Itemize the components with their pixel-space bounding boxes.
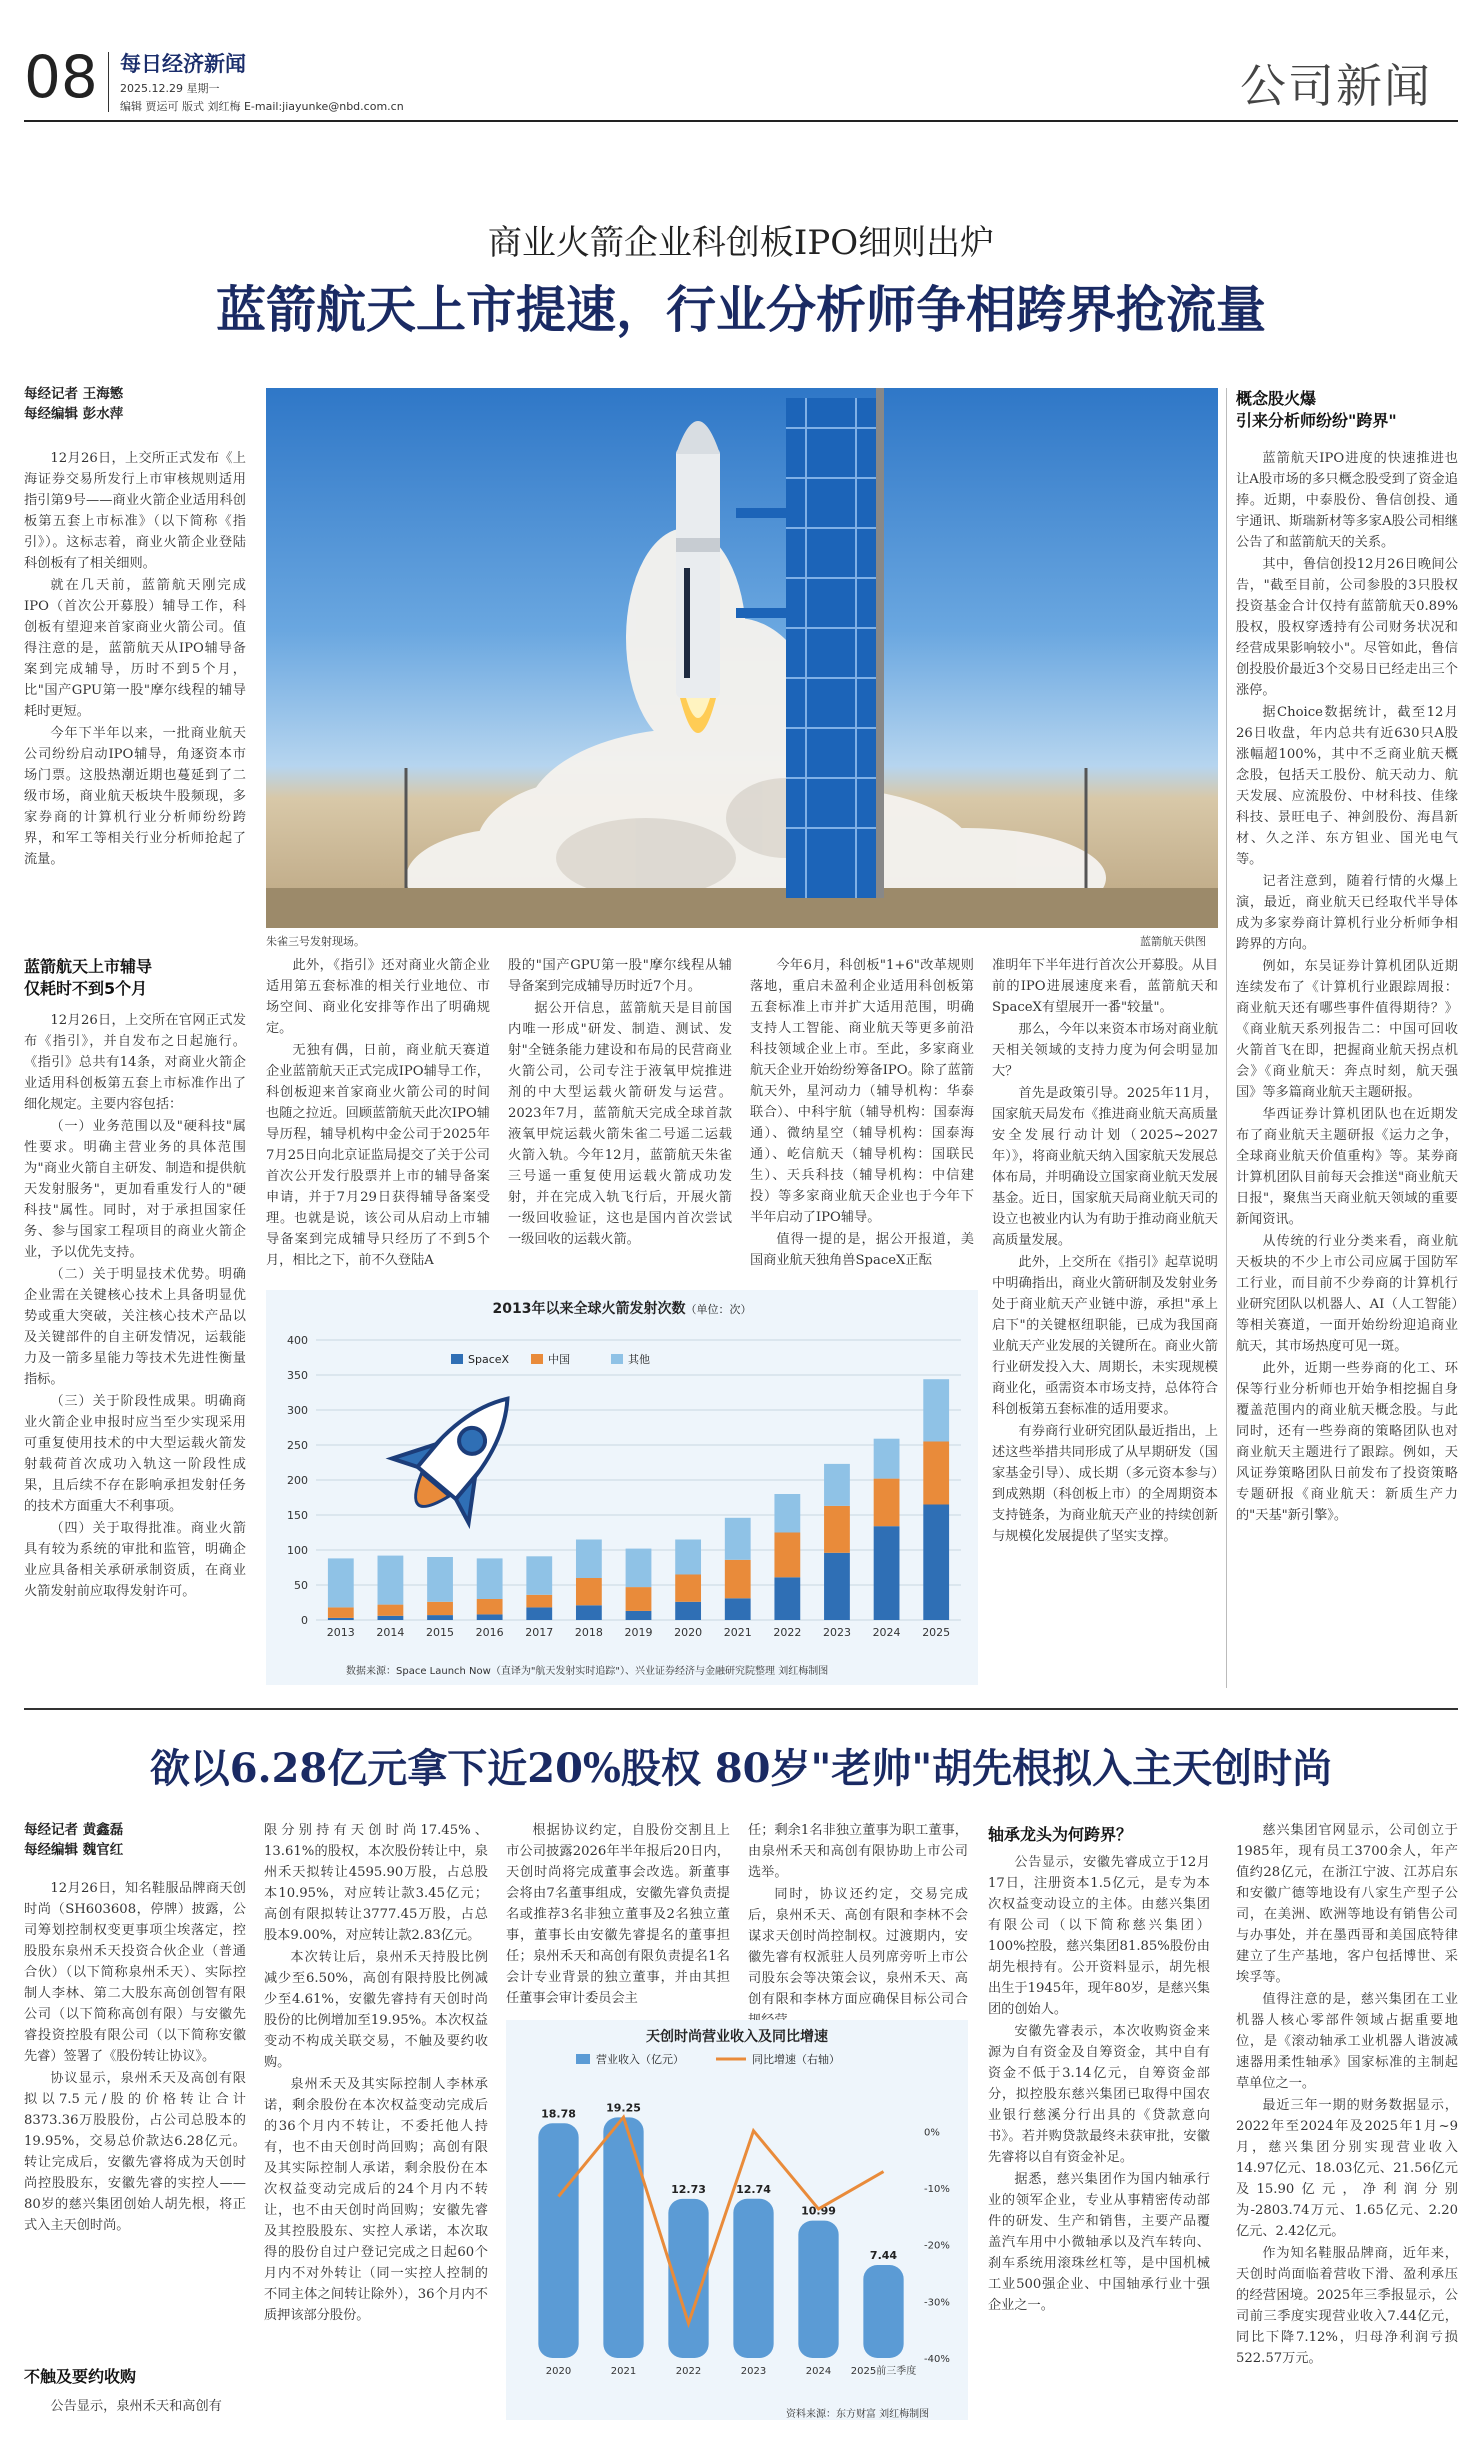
masthead	[0, 0, 1482, 130]
masthead-rule	[24, 120, 1458, 122]
article2-colB	[264, 1820, 488, 2420]
chart1-plot	[266, 1320, 978, 1660]
paper-name: 每日经济新闻	[120, 51, 246, 76]
x-tick-label: 2024	[805, 2366, 832, 2377]
paragraph: 12月26日，上交所在官网正式发布《指引》，并自发布之日起施行。《指引》总共有14条，对商业火箭企业适用科创板第五套上市标准作出了细化规定。主要内容包括：	[24, 1013, 246, 1112]
chart1-box	[266, 1290, 978, 1685]
x-tick-label: 2013	[326, 1626, 355, 1639]
paragraph: 公告显示，泉州禾天和高创有	[50, 2399, 222, 2414]
y-tick-label: 0	[301, 1614, 308, 1627]
legend-swatch	[531, 1354, 543, 1364]
bar-SpaceX	[725, 1598, 751, 1620]
bar-其他	[923, 1379, 949, 1441]
legend-label: 营业收入（亿元）	[596, 2053, 684, 2066]
bar-其他	[824, 1464, 850, 1506]
paragraph: 据Choice数据统计，截至12月26日收盘，年内总共有近630只A股涨幅超100%，其中不乏商业航天概念股，包括天工股份、航天动力、航天发展、应流股份、中材科技、佳缘科技、景旺电子、神剑股份、海昌新材、久之洋、东方钽业、国光电气等。	[1236, 705, 1458, 867]
bar-其他	[626, 1549, 652, 1588]
bar-其他	[675, 1540, 701, 1575]
article2-colD	[748, 1820, 968, 2010]
revenue-bar	[733, 2199, 773, 2358]
bar-SpaceX	[477, 1614, 503, 1620]
article1-col6	[1236, 448, 1458, 1688]
revenue-bar	[538, 2123, 578, 2358]
sidebar-heading: 概念股火爆 引来分析师纷纷"跨界"	[1236, 389, 1397, 430]
paragraph: 其中，鲁信创投12月26日晚间公告，"截至目前，公司参股的3只股权投资基金合计仅持有蓝箭航天0.89%股权，股权穿透持有公司财务状况和经营成果影响较小"。尽管如此，鲁信创投股价最近3个交易日已经走出三个涨停。	[1236, 557, 1458, 698]
editor-line: 编辑 贾运可 版式 刘红梅 E-mail:jiayunke@nbd.com.cn	[120, 100, 404, 113]
chart1-unit: （单位：次）	[685, 1303, 752, 1316]
photo-caption: 朱雀三号发射现场。	[266, 935, 365, 948]
bar-value-label: 18.78	[541, 2107, 576, 2121]
bar-SpaceX	[378, 1616, 404, 1620]
bar-SpaceX	[824, 1553, 850, 1620]
bar-其他	[427, 1557, 453, 1602]
y-tick-label: 350	[287, 1369, 308, 1382]
x-tick-label: 2025前三季度	[850, 2366, 917, 2377]
x-tick-label: 2020	[674, 1626, 703, 1639]
paragraph: 作为知名鞋服品牌商，近年来，天创时尚面临着营收下滑、盈利承压的经营困境。2025年三季报显示，公司前三季度实现营业收入7.44亿元，同比下降7.12%，归母净利润亏损522.57万元。	[1236, 2246, 1458, 2366]
x-tick-label: 2023	[822, 1626, 851, 1639]
paragraph: 据公开信息，蓝箭航天是目前国内唯一形成"研发、制造、测试、发射"全链条能力建设和布局的民营商业火箭公司，公司专注于液氧甲烷推进剂的中大型运载火箭研发与运营。2023年7月，蓝箭航天完成全球首款液氧甲烷运载火箭朱雀二号遥二运载火箭入轨。今年12月，蓝箭航天朱雀三号遥一重复使用运载火箭成功发射，并在完成入轨飞行后，开展火箭一级回收验证，这也是国内首次尝试一级回收的运载火箭。	[508, 1001, 732, 1247]
bar-其他	[378, 1556, 404, 1605]
rocket-illustration	[266, 388, 1218, 928]
y-tick-label: 100	[287, 1544, 308, 1557]
bar-SpaceX	[328, 1618, 354, 1620]
sidebar-rule	[1226, 388, 1227, 1688]
bar-中国	[725, 1560, 751, 1599]
y-tick-label: 400	[287, 1334, 308, 1347]
paragraph: 安徽先睿表示，本次收购资金来源为自有资金及自筹资金，其中自有资金不低于3.14亿元，自筹资金部分，拟控股东慈兴集团已取得中国农业银行慈溪分行出具的《贷款意向书》。若并购贷款最终未获审批，安徽先睿将以自有资金补足。	[988, 2024, 1210, 2165]
paragraph: 蓝箭航天IPO进度的快速推进也让A股市场的多只概念股受到了资金追捧。近期，中泰股份、鲁信创投、通宇通讯、斯瑞新材等多家A股公司相继公告了和蓝箭航天的关系。	[1236, 451, 1458, 550]
x-tick-label: 2021	[723, 1626, 752, 1639]
paragraph: 协议显示，泉州禾天及高创有限拟以7.5元/股的价格转让合计8373.36万股股份，占公司总股本的19.95%，交易总价款达6.28亿元。转让完成后，安徽先睿将成为天创时尚控股股东，安徽先睿的实控人——80岁的慈兴集团创始人胡先根，将正式入主天创时尚。	[24, 2071, 246, 2233]
legend-swatch	[576, 2054, 590, 2064]
x-tick-label: 2024	[872, 1626, 901, 1639]
bar-value-label: 7.44	[869, 2249, 898, 2262]
legend-swatch	[611, 1354, 623, 1364]
x-tick-label: 2016	[475, 1626, 504, 1639]
paragraph: 值得一提的是，据公开报道，美国商业航天独角兽SpaceX正酝	[750, 1232, 974, 1268]
y2-tick-label: -30%	[924, 2297, 950, 2309]
bar-其他	[328, 1558, 354, 1607]
masthead-divider	[108, 52, 109, 112]
y-tick-label: 200	[287, 1474, 308, 1487]
article2-colF	[1236, 1820, 1458, 2420]
x-tick-label: 2022	[773, 1626, 802, 1639]
paragraph: 华西证券计算机团队也在近期发布了商业航天主题研报《运力之争，全球商业航天价值重构》等。某券商计算机团队目前每天会推送"商业航天日报"，聚焦当天商业航天领域的重要新闻资讯。	[1236, 1107, 1458, 1227]
editor: 每经编辑 魏官红	[24, 1842, 124, 1858]
bar-其他	[725, 1518, 751, 1560]
reporter: 每经记者 黄鑫磊	[24, 1822, 124, 1838]
chart1-source: 数据来源：Space Launch Now（直译为"航天发射实时追踪"）、兴业证券经济与金融研究院整理 刘红梅制图	[346, 1666, 829, 1677]
article2-subhead-a: 不触及要约收购	[24, 2367, 137, 2386]
revenue-bar	[798, 2221, 838, 2358]
bar-中国	[477, 1599, 503, 1614]
x-tick-label: 2015	[426, 1626, 455, 1639]
date-line: 2025.12.29 星期一	[120, 82, 220, 95]
article2-subhead-e: 轴承龙头为何跨界？	[988, 1825, 1133, 1844]
bar-SpaceX	[576, 1605, 602, 1620]
editor: 每经编辑 彭水萍	[24, 406, 124, 422]
bar-其他	[576, 1540, 602, 1579]
article1-kicker: 商业火箭企业科创板IPO细则出炉	[487, 223, 995, 263]
article1-byline	[24, 384, 254, 424]
paragraph: （四）关于取得批准。商业火箭具有较为系统的审批和监管，明确企业应具备相关承研承制资质，在商业火箭发射前应取得发射许可。	[24, 1521, 246, 1599]
bar-其他	[526, 1556, 552, 1595]
paragraph: 12月26日，知名鞋服品牌商天创时尚（SH603608，停牌）披露，公司筹划控制权变更事项尘埃落定，控股股东泉州禾天投资合伙企业（普通合伙）（以下简称泉州禾天）、实际控制人李林、第二大股东高创创智有限公司（以下简称高创有限）与安徽先睿投资控股有限公司（以下简称安徽先睿）签署了《股份转让协议》。	[24, 1881, 246, 2064]
bar-value-label: 10.99	[801, 2204, 836, 2218]
paragraph: （二）关于明显技术优势。明确企业需在关键核心技术上具备明显优势或重大突破，关注核心技术产品以及关键部件的自主研发情况，运载能力及一箭多星能力等技术先进性衡量指标。	[24, 1267, 246, 1387]
chart2-plot	[506, 2048, 968, 2403]
bar-中国	[576, 1578, 602, 1605]
x-tick-label: 2023	[740, 2366, 767, 2377]
paragraph: 慈兴集团官网显示，公司创立于1985年，现有员工3700余人，年产值约28亿元，在浙江宁波、江苏启东和安徽广德等地设有八家生产型子公司，在美洲、欧洲等地设有销售公司与办事处，并在墨西哥和美国底特律建立了生产基地，客户包括博世、采埃孚等。	[1236, 1823, 1458, 1985]
bar-SpaceX	[923, 1505, 949, 1621]
legend-swatch	[451, 1354, 463, 1364]
y-tick-label: 50	[294, 1579, 308, 1592]
bar-SpaceX	[874, 1526, 900, 1620]
paragraph: 从传统的行业分类来看，商业航天板块的不少上市公司应属于国防军工行业，而目前不少券商的计算机行业研究团队以机器人、AI（人工智能）等相关赛道，一面开始纷纷迎追商业航天，其市场热度可见一斑。	[1236, 1234, 1458, 1354]
legend-label: 其他	[628, 1353, 650, 1366]
revenue-bar	[863, 2265, 903, 2358]
page-number: 08	[24, 43, 98, 111]
paragraph: 那么，今年以来资本市场对商业航天相关领域的支持力度为何会明显加大？	[992, 1022, 1218, 1079]
y2-tick-label: -40%	[924, 2354, 950, 2365]
paragraph: 本次转让后，泉州禾天持股比例减少至6.50%，高创有限持股比例减少至4.61%，安徽先睿持有天创时尚股份的比例增加至19.95%。本次权益变动不构成关联交易，不触及要约收购。	[264, 1950, 488, 2070]
paragraph: 此外，上交所在《指引》起草说明中明确指出，商业火箭研制及发射业务处于商业航天产业链中游，承担"承上启下"的关键枢纽职能，已成为我国商业航天产业发展的关键所在。商业火箭行业研发投入大、周期长，未实现规模商业化，亟需资本市场支持，总体符合科创板第五套标准的适用要求。	[992, 1255, 1218, 1417]
x-tick-label: 2014	[376, 1626, 405, 1639]
section-title: 公司新闻	[1240, 59, 1432, 113]
article1-col2	[266, 955, 490, 1285]
paragraph: 股的"国产GPU第一股"摩尔线程从辅导备案到完成辅导历时近7个月。	[508, 958, 732, 994]
bar-中国	[824, 1506, 850, 1553]
y-tick-label: 300	[287, 1404, 308, 1417]
paragraph: 例如，东吴证券计算机团队近期连续发布了《计算机行业跟踪周报：商业航天还有哪些事件值得期待？》《商业航天系列报告二：中国可回收火箭首飞在即，把握商业航天拐点机会》《商业航天：奔点时刻，航天强国》等多篇商业航天主题研报。	[1236, 959, 1458, 1100]
chart2-title: 天创时尚营业收入及同比增速	[646, 2029, 828, 2045]
article1-col5	[992, 955, 1218, 1685]
chart2-source: 资料来源：东方财富 刘红梅制图	[786, 2409, 930, 2420]
legend-label: 同比增速（右轴）	[752, 2053, 840, 2066]
x-tick-label: 2025	[922, 1626, 951, 1639]
paragraph: 据悉，慈兴集团作为国内轴承行业的领军企业，专业从事精密传动部件的研发、生产和销售，主要产品覆盖汽车用中小微轴承以及汽车转向、刹车系统用滚珠丝杠等，是中国机械工业500强企业、中国轴承行业十强企业之一。	[988, 2172, 1210, 2313]
revenue-bar	[603, 2117, 643, 2358]
article-separator	[24, 1708, 1458, 1710]
paragraph: 准明年下半年进行首次公开募股。从目前的IPO进展速度来看，蓝箭航天和SpaceX有望展开一番"较量"。	[992, 958, 1218, 1015]
paragraph: 有券商行业研究团队最近指出，上述这些举措共同形成了从早期研发（国家基金引导）、成长期（多元资本参与）到成熟期（科创板上市）的全周期资本支持链条，为商业航天产业的持续创新与规模化发展提供了坚实支撑。	[992, 1424, 1218, 1544]
paragraph: 记者注意到，随着行情的火爆上演，最近，商业航天已经取代半导体成为多家券商计算机行业分析师争相跨界的方向。	[1236, 874, 1458, 952]
paragraph: 就在几天前，蓝箭航天刚完成IPO（首次公开募股）辅导工作，科创板有望迎来首家商业火箭公司。值得注意的是，蓝箭航天从IPO辅导备案到完成辅导，历时不到5个月，比"国产GPU第一股"摩尔线程的辅导耗时更短。	[24, 578, 246, 719]
paragraph: 此外，《指引》还对商业火箭企业适用第五套标准的相关行业地位、市场空间、商业化安排等作出了明确规定。	[266, 958, 490, 1036]
x-tick-label: 2018	[574, 1626, 603, 1639]
bar-SpaceX	[774, 1577, 800, 1620]
paragraph: 12月26日，上交所正式发布《上海证券交易所发行上市审核规则适用指引第9号——商业火箭企业适用科创板第五套上市标准》（以下简称《指引》）。这标志着，商业火箭企业登陆科创板有了相关细则。	[24, 451, 246, 571]
bar-中国	[874, 1479, 900, 1527]
paragraph: 首先是政策引导。2025年11月，国家航天局发布《推进商业航天高质量安全发展行动计划（2025~2027年）》，将商业航天纳入国家航天发展总体布局，并明确设立国家商业航天发展基金。近日，国家航天局商业航天司的设立也被业内认为有助于推动商业航天高质量发展。	[992, 1086, 1218, 1248]
bar-中国	[328, 1607, 354, 1618]
bar-中国	[675, 1575, 701, 1602]
article2-colA-tail	[24, 2396, 246, 2418]
bar-SpaceX	[526, 1607, 552, 1620]
bar-其他	[874, 1439, 900, 1479]
rocket-photo	[266, 388, 1218, 928]
bar-中国	[378, 1605, 404, 1616]
paragraph: 限分别持有天创时尚17.45%、13.61%的股权，本次股份转让中，泉州禾天拟转让4595.90万股，占总股本10.95%，对应转让款3.45亿元；高创有限拟转让3777.45万股，占总股本9.00%，对应转让款2.83亿元。	[264, 1823, 488, 1943]
paragraph: （三）关于阶段性成果。明确商业火箭企业申报时应当至少实现采用可重复使用技术的中大型运载火箭发射载荷首次成功入轨这一阶段性成果，且后续不存在影响承担发射任务的技术方面重大不利事项。	[24, 1394, 246, 1514]
bar-其他	[477, 1558, 503, 1599]
bar-中国	[526, 1595, 552, 1608]
paragraph: 今年6月，科创板"1+6"改革规则落地，重启未盈利企业适用科创板第五套标准上市并扩大适用范围，明确支持人工智能、商业航天等更多前沿科技领域企业上市。至此，多家商业航天企业开始纷纷筹备IPO。除了蓝箭航天外，星河动力（辅导机构：华泰联合）、中科宇航（辅导机构：国泰海通）、微纳星空（辅导机构：国泰海通）、屹信航天（辅导机构：国联民生）、天兵科技（辅导机构：中信建投）等多家商业航天企业也于今年下半年启动了IPO辅导。	[750, 958, 974, 1225]
paragraph: 公告显示，安徽先睿成立于12月17日，注册资本1.5亿元，是专为本次权益变动设立的主体。由慈兴集团有限公司（以下简称慈兴集团）100%控股，慈兴集团81.85%股份由胡先根持有。公开资料显示，胡先根出生于1945年，现年80岁，是慈兴集团的创始人。	[988, 1855, 1210, 2017]
x-tick-label: 2019	[624, 1626, 653, 1639]
y2-tick-label: -20%	[924, 2240, 950, 2252]
article2-byline	[24, 1820, 254, 1860]
chart1-title: 2013年以来全球火箭发射次数	[492, 1301, 686, 1317]
article1-col1	[24, 448, 246, 923]
photo-credit: 蓝箭航天供图	[1140, 935, 1206, 948]
paragraph: 最近三年一期的财务数据显示，2022年至2024年及2025年1月~9月，慈兴集团分别实现营业收入14.97亿元、18.03亿元、21.56亿元及15.90亿元，净利润分别为-2803.74万元、1.65亿元、2.20亿元、2.42亿元。	[1236, 2098, 1458, 2239]
rocket-icon	[380, 1367, 546, 1537]
paragraph: 值得注意的是，慈兴集团在工业机器人核心零部件领域占据重要地位，是《滚动轴承工业机器人谐波减速器用柔性轴承》国家标准的主制起草单位之一。	[1236, 1992, 1458, 2091]
bar-value-label: 12.74	[736, 2182, 771, 2196]
article1-headline: 蓝箭航天上市提速，行业分析师争相跨界抢流量	[216, 280, 1266, 339]
article1-col4	[750, 955, 974, 1285]
reporter: 每经记者 王海慜	[24, 386, 124, 402]
y-tick-label: 150	[287, 1509, 308, 1522]
paragraph: 同时，协议还约定，交易完成后，泉州禾天、高创有限和李林不会谋求天创时尚控制权。过渡期内，安徽先睿有权派驻人员列席旁听上市公司股东会等决策会议，泉州禾天、高创有限和李林方面应确保目标公司合	[748, 1887, 968, 2007]
bar-中国	[626, 1587, 652, 1611]
bar-中国	[923, 1442, 949, 1505]
legend-label: SpaceX	[468, 1353, 510, 1366]
article2-colA	[24, 1878, 246, 2288]
chart1-title-wrap	[266, 1298, 978, 1318]
x-tick-label: 2021	[610, 2366, 637, 2377]
article1-subhead: 蓝箭航天上市辅导 仅耗时不到5个月	[24, 957, 153, 998]
y-tick-label: 250	[287, 1439, 308, 1452]
x-tick-label: 2022	[675, 2366, 702, 2377]
paragraph: 此外，近期一些券商的化工、环保等行业分析师也开始争相挖掘自身覆盖范围内的商业航天概念股。与此同时，还有一些券商的策略团队也对商业航天主题进行了跟踪。例如，天风证券策略团队日前发布了投资策略专题研报《商业航天：新质生产力的"天基"新引擎》。	[1236, 1361, 1458, 1523]
y2-tick-label: -10%	[924, 2184, 950, 2195]
paragraph: 泉州禾天及其实际控制人李林承诺，剩余股份在本次权益变动完成后的36个月内不转让，不委托他人持有，也不由天创时尚回购；高创有限及其实际控制人承诺，剩余股份在本次权益变动完成后的24个月内不转让，也不由天创时尚回购；安徽先睿及其控股股东、实控人承诺，本次取得的股份自过户登记完成之日起60个月内不对外转让（同一实控人控制的不同主体之间转让除外），36个月内不质押该部分股份。	[264, 2077, 488, 2323]
bar-value-label: 19.25	[606, 2101, 641, 2115]
bar-中国	[774, 1533, 800, 1578]
paragraph: 根据协议约定，自股份交割且上市公司披露2026年半年报后20日内，天创时尚将完成董事会改选。新董事会将由7名董事组成，安徽先睿负责提名或推荐3名非独立董事及2名独立董事，董事长由安徽先睿提名的董事担任；泉州禾天和高创有限负责提名1名会计专业背景的独立董事，并由其担任董事会审计委员会主	[506, 1823, 730, 2006]
bar-value-label: 12.73	[671, 2182, 706, 2196]
bar-SpaceX	[675, 1602, 701, 1620]
bar-SpaceX	[427, 1615, 453, 1620]
x-tick-label: 2017	[525, 1626, 554, 1639]
paragraph: （一）业务范围以及"硬科技"属性要求。明确主营业务的具体范围为"商业火箭自主研发、制造和提供航天发射服务"，更加看重发行人的"硬科技"属性。同时，对于承担国家任务、参与国家工程项目的商业火箭企业，予以优先支持。	[24, 1119, 246, 1260]
article1-col1b	[24, 1010, 246, 1660]
article1-col3	[508, 955, 732, 1285]
paragraph: 无独有偶，日前，商业航天赛道企业蓝箭航天正式完成IPO辅导工作，科创板迎来首家商业火箭公司的时间也随之拉近。回顾蓝箭航天此次IPO辅导历程，辅导机构中金公司于2025年7月25日向北京证监局提交了关于公司首次公开发行股票并上市的辅导备案申请，并于7月29日获得辅导备案受理。也就是说，该公司从启动上市辅导备案到完成辅导只经历了不到5个月，相比之下，前不久登陆A	[266, 1043, 490, 1268]
chart2-box	[506, 2020, 968, 2420]
bar-其他	[774, 1494, 800, 1533]
bar-SpaceX	[626, 1611, 652, 1620]
legend-label: 中国	[548, 1353, 570, 1366]
paragraph: 任；剩余1名非独立董事为职工董事，由泉州禾天和高创有限协助上市公司选举。	[748, 1823, 968, 1880]
article2-colE	[988, 1852, 1210, 2420]
y2-tick-label: 0%	[924, 2127, 940, 2139]
paragraph: 今年下半年以来，一批商业航天公司纷纷启动IPO辅导，角逐资本市场门票。这股热潮近期也蔓延到了二级市场，商业航天板块牛股频现，多家券商的计算机行业分析师纷纷跨界，和军工等相关行业分析师抢起了流量。	[24, 726, 246, 867]
article2-colC	[506, 1820, 730, 2010]
bar-中国	[427, 1602, 453, 1615]
article2-headline: 欲以6.28亿元拿下近20%股权 80岁"老帅"胡先根拟入主天创时尚	[149, 1745, 1333, 1792]
x-tick-label: 2020	[545, 2366, 572, 2377]
